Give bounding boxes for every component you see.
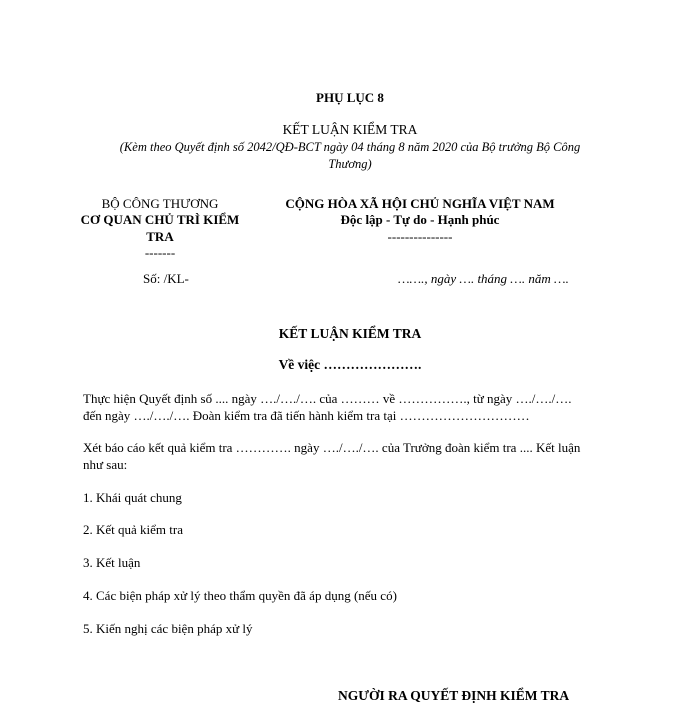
signer-title: NGƯỜI RA QUYẾT ĐỊNH KIỂM TRA — [338, 688, 570, 703]
right-header-divider: --------------- — [387, 229, 453, 244]
left-header-divider: ------- — [144, 245, 176, 260]
paragraph-2-line-2: như sau: — [83, 457, 128, 472]
national-motto: Độc lập - Tự do - Hạnh phúc — [340, 212, 500, 227]
republic-name: CỘNG HÒA XÃ HỘI CHỦ NGHĨA VIỆT NAM — [285, 196, 555, 211]
list-item: 3. Kết luận — [83, 555, 141, 570]
decision-heading: KẾT LUẬN KIỂM TRA — [282, 122, 418, 137]
ministry-name: BỘ CÔNG THƯƠNG — [101, 196, 219, 211]
paragraph-1-line-1: Thực hiện Quyết định số .... ngày …./…./…. của ……… về ……………., từ ngày …./…./…. — [83, 391, 572, 406]
agency-name-line-2: TRA — [146, 229, 174, 244]
subject-line: Về việc …………………. — [278, 357, 422, 372]
list-item: 5. Kiến nghị các biện pháp xử lý — [83, 621, 253, 636]
paragraph-2-line-1: Xét báo cáo kết quả kiểm tra …………. ngày …./…./…. của Trưởng đoàn kiểm tra .... Kết luận — [83, 440, 581, 455]
appendix-title: PHỤ LỤC 8 — [316, 90, 384, 105]
list-item: 1. Khái quát chung — [83, 490, 182, 505]
document-number: Số: /KL- — [143, 271, 189, 286]
subtitle-line-1: (Kèm theo Quyết định số 2042/QĐ-BCT ngày 04 tháng 8 năm 2020 của Bộ trưởng Bộ Công — [119, 140, 581, 154]
subtitle-line-2: Thương) — [328, 157, 372, 171]
list-item: 2. Kết quả kiểm tra — [83, 522, 183, 537]
agency-name-line-1: CƠ QUAN CHỦ TRÌ KIỂM — [80, 212, 240, 227]
paragraph-1-line-2: đến ngày …./…./…. Đoàn kiểm tra đã tiến hành kiểm tra tại ………………………… — [83, 408, 530, 423]
list-item: 4. Các biện pháp xử lý theo thẩm quyền đã áp dụng (nếu có) — [83, 588, 397, 603]
place-and-date: ……., ngày …. tháng …. năm …. — [398, 271, 569, 286]
main-title: KẾT LUẬN KIỂM TRA — [278, 326, 422, 341]
